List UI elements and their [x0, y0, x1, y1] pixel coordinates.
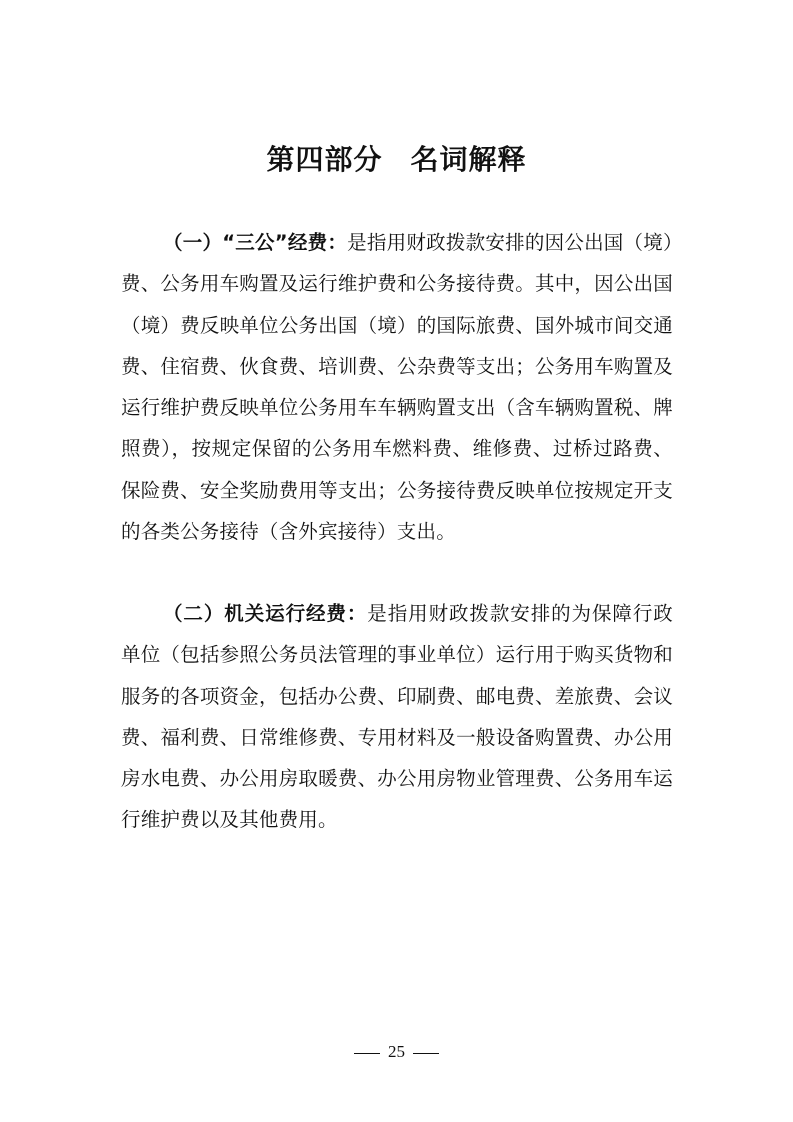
page-title — [0, 140, 793, 180]
footer-dash-right — [413, 1053, 439, 1054]
definition-agency-operating-expenses — [121, 593, 673, 841]
title-part-number: 第四部分 — [266, 143, 383, 176]
title-part-name: 名词解释 — [410, 143, 527, 176]
definition-body: 是指用财政拨款安排的因公出国（境）费、公务用车购置及运行维护费和公务接待费。其中，因公出国（境）费反映单位公务出国（境）的国际旅费、国外城市间交通费、住宿费、伙食费、培训费、公杂费等支出；公务用车购置及运行维护费反映单位公务用车车辆购置支出（含车辆购置税、牌照费），按规定保留的公务用车燃料费、维修费、过桥过路费、保险费、安全奖励费用等支出；公务接待费反映单位按规定开支的各类公务接待（含外宾接待）支出。 — [121, 231, 674, 544]
page-footer — [0, 1040, 793, 1064]
definition-three-public-expenses — [121, 222, 673, 552]
definition-body: 是指用财政拨款安排的为保障行政单位（包括参照公务员法管理的事业单位）运行用于购买货物和服务的各项资金，包括办公费、印刷费、邮电费、差旅费、会议费、福利费、日常维修费、专用材料及一般设备购置费、办公用房水电费、办公用房取暖费、办公用房物业管理费、公务用车运行维护费以及其他费用。 — [121, 602, 673, 832]
definition-term: （一）“三公”经费： — [163, 231, 348, 254]
definition-term: （二）机关运行经费： — [163, 602, 368, 625]
page-number: 25 — [388, 1042, 405, 1061]
footer-dash-left — [354, 1053, 380, 1054]
